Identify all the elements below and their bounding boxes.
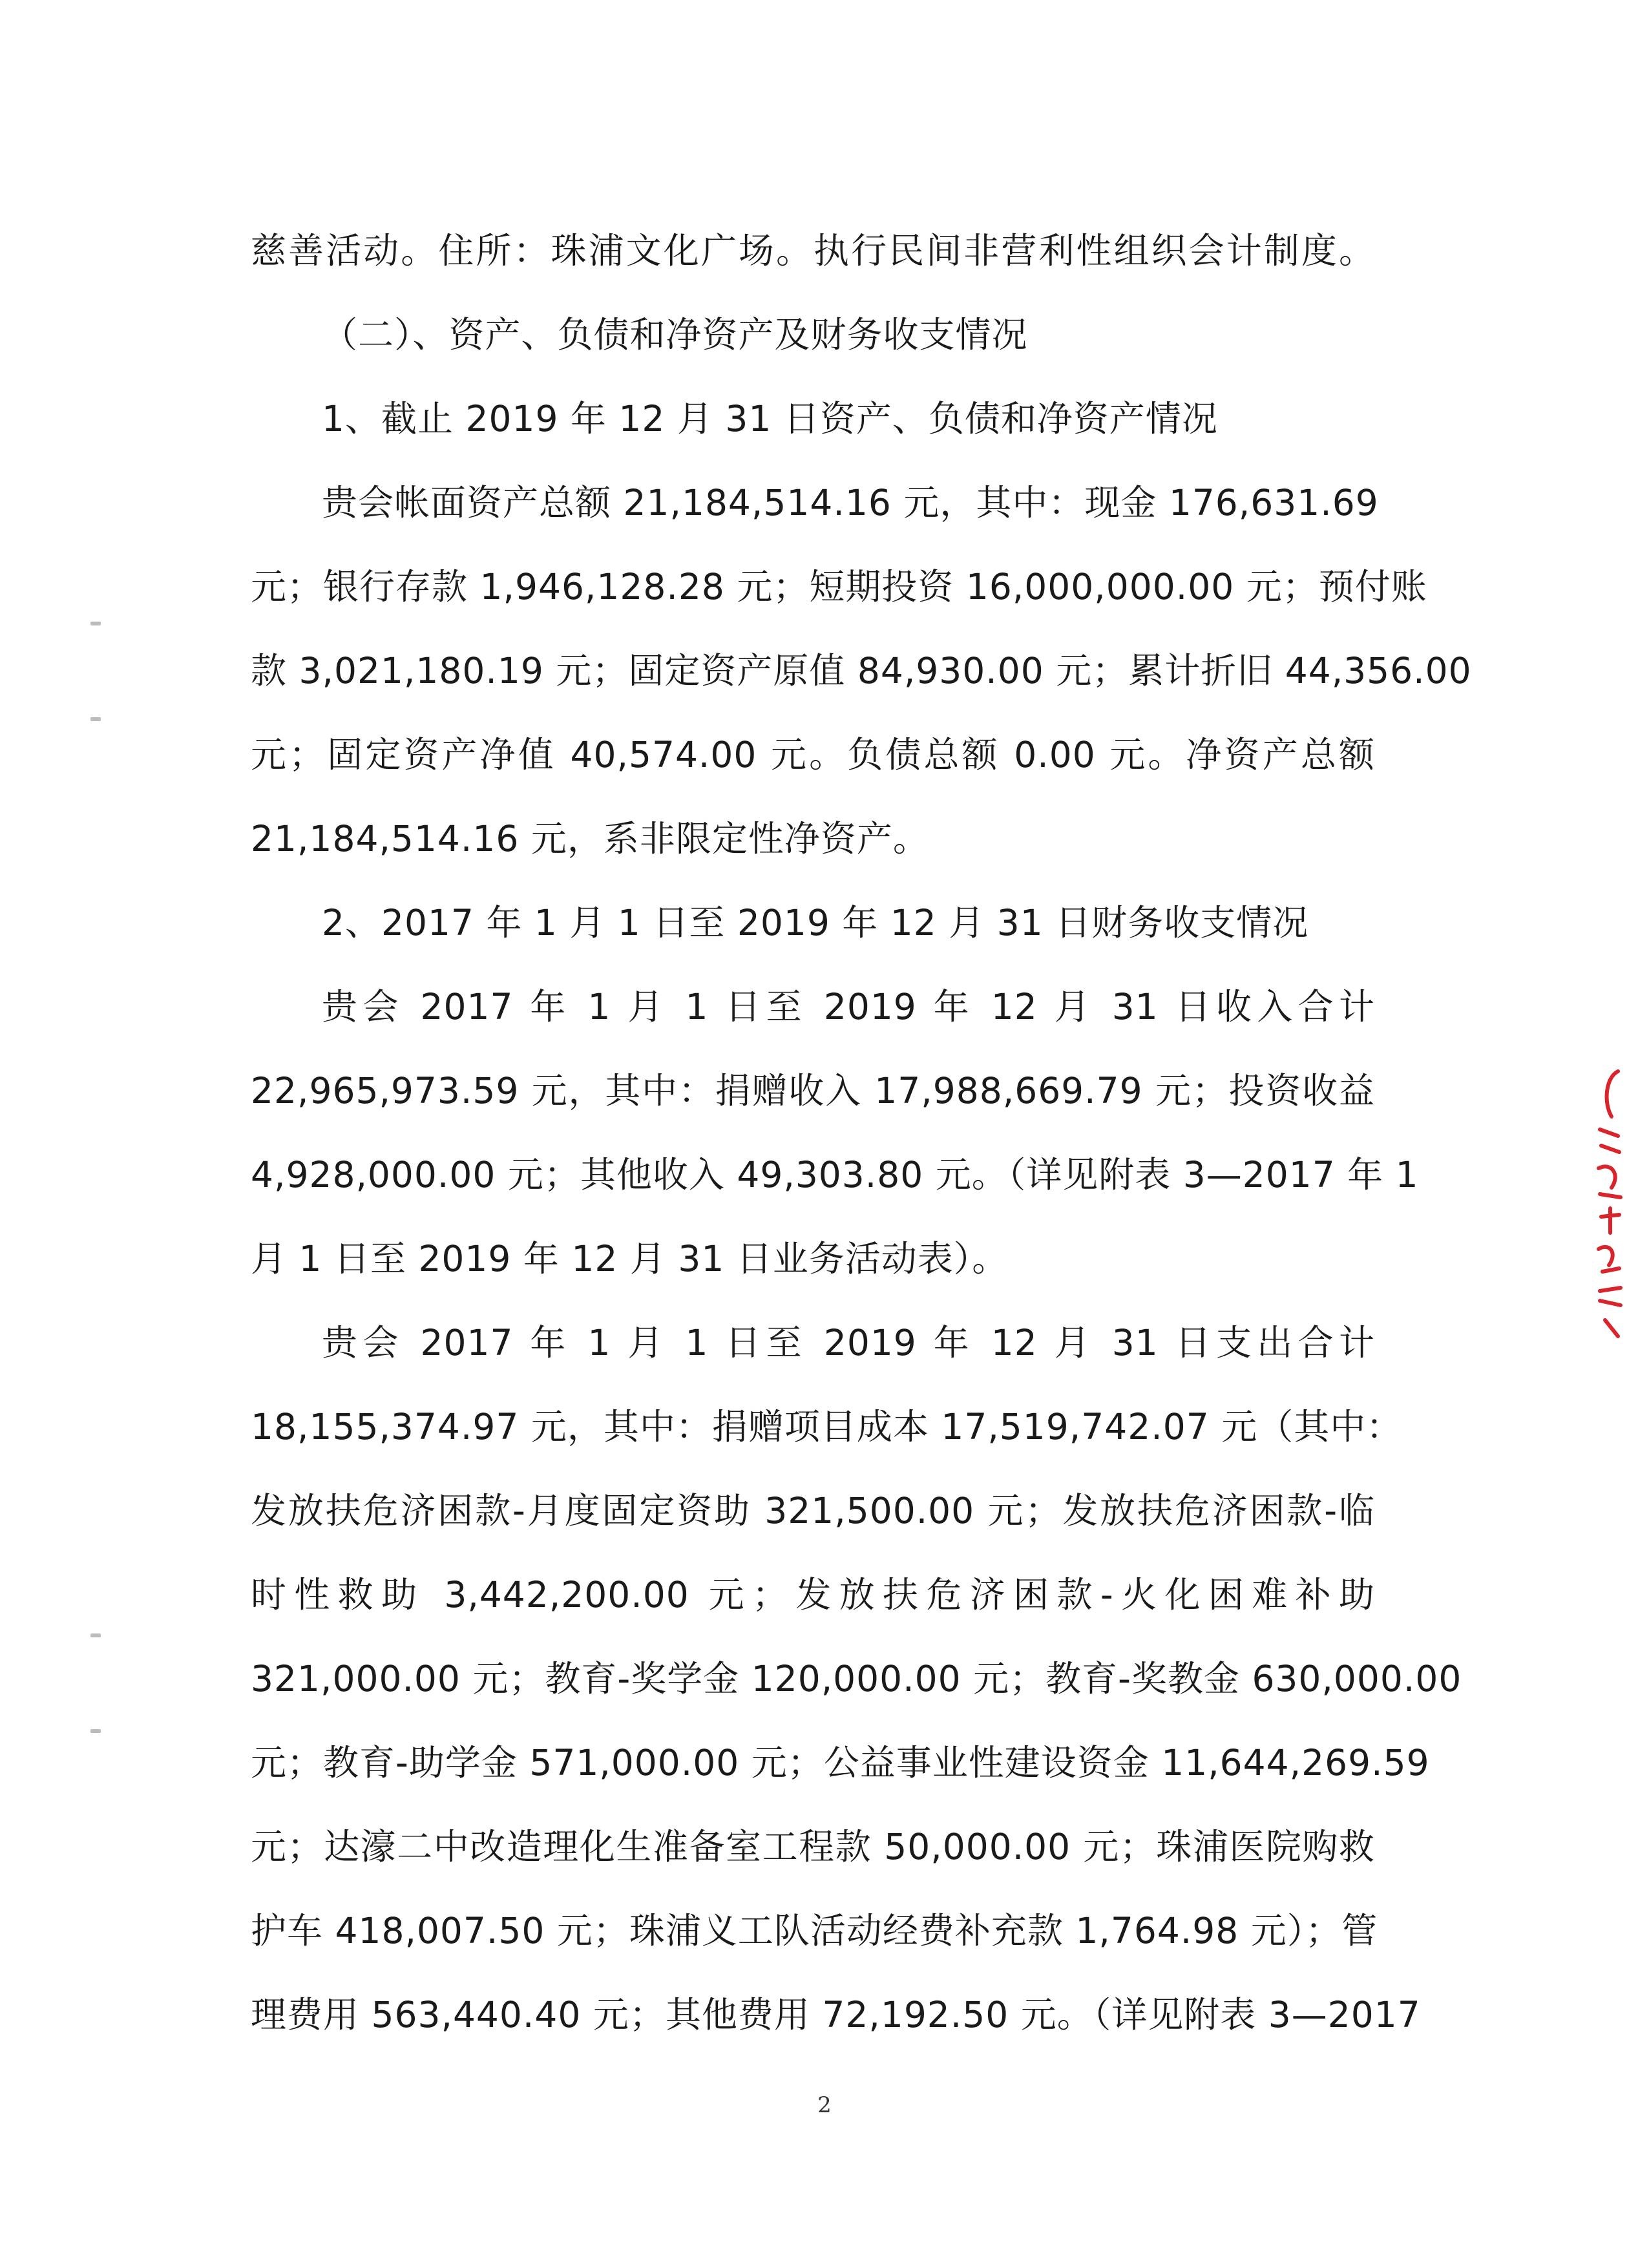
- section-heading-2: （二）、资产、负债和净资产及财务收支情况: [322, 314, 1028, 355]
- body-line-5: 元；银行存款 1,946,128.28 元；短期投资 16,000,000.00 元；预付账: [251, 566, 1427, 607]
- subsection-heading-2: 2、2017 年 1 月 1 日至 2019 年 12 月 31 日财务收支情况: [322, 902, 1309, 943]
- scan-mark: [90, 717, 101, 721]
- body-line-16: 发放扶危济困款-月度固定资助 321,500.00 元；发放扶危济困款-临: [251, 1490, 1375, 1531]
- body-line-20: 元；达濠二中改造理化生准备室工程款 50,000.00 元；珠浦医院购救: [251, 1826, 1375, 1867]
- scan-mark: [90, 1633, 101, 1637]
- page-number: 2: [817, 2092, 832, 2118]
- scan-mark: [90, 622, 101, 625]
- subsection-heading-1: 1、截止 2019 年 12 月 31 日资产、负债和净资产情况: [322, 398, 1218, 439]
- body-line-12: 4,928,000.00 元；其他收入 49,303.80 元。（详见附表 3—2017 年 1: [251, 1154, 1419, 1195]
- body-line-8: 21,184,514.16 元，系非限定性净资产。: [251, 818, 929, 859]
- body-line-22: 理费用 563,440.40 元；其他费用 72,192.50 元。（详见附表 3—2017: [251, 1994, 1421, 2035]
- scan-mark: [90, 1729, 101, 1733]
- body-line-11: 22,965,973.59 元，其中：捐赠收入 17,988,669.79 元；投资收益: [251, 1070, 1375, 1111]
- body-line-17: 时性救助 3,442,200.00 元；发放扶危济困款-火化困难补助: [251, 1574, 1375, 1615]
- body-line-14: 贵会 2017 年 1 月 1 日至 2019 年 12 月 31 日支出合计: [322, 1322, 1375, 1363]
- body-line-4: 贵会帐面资产总额 21,184,514.16 元，其中：现金 176,631.69: [322, 482, 1379, 523]
- body-line-10: 贵会 2017 年 1 月 1 日至 2019 年 12 月 31 日收入合计: [322, 986, 1375, 1027]
- body-line-15: 18,155,374.97 元，其中：捐赠项目成本 17,519,742.07 元（其中：: [251, 1406, 1403, 1447]
- body-line-19: 元；教育-助学金 571,000.00 元；公益事业性建设资金 11,644,269.59: [251, 1742, 1430, 1783]
- body-line-18: 321,000.00 元；教育-奖学金 120,000.00 元；教育-奖教金 630,000.00: [251, 1658, 1462, 1699]
- body-line-7: 元；固定资产净值 40,574.00 元。负债总额 0.00 元。净资产总额: [251, 734, 1375, 775]
- body-line-21: 护车 418,007.50 元；珠浦义工队活动经费补充款 1,764.98 元）；管: [251, 1910, 1378, 1951]
- seal-fragment-icon: [1592, 1065, 1626, 1349]
- body-line-13: 月 1 日至 2019 年 12 月 31 日业务活动表）。: [251, 1238, 1009, 1279]
- body-line-1: 慈善活动。住所：珠浦文化广场。执行民间非营利性组织会计制度。: [251, 230, 1375, 271]
- body-line-6: 款 3,021,180.19 元；固定资产原值 84,930.00 元；累计折旧 44,356.00: [251, 650, 1472, 691]
